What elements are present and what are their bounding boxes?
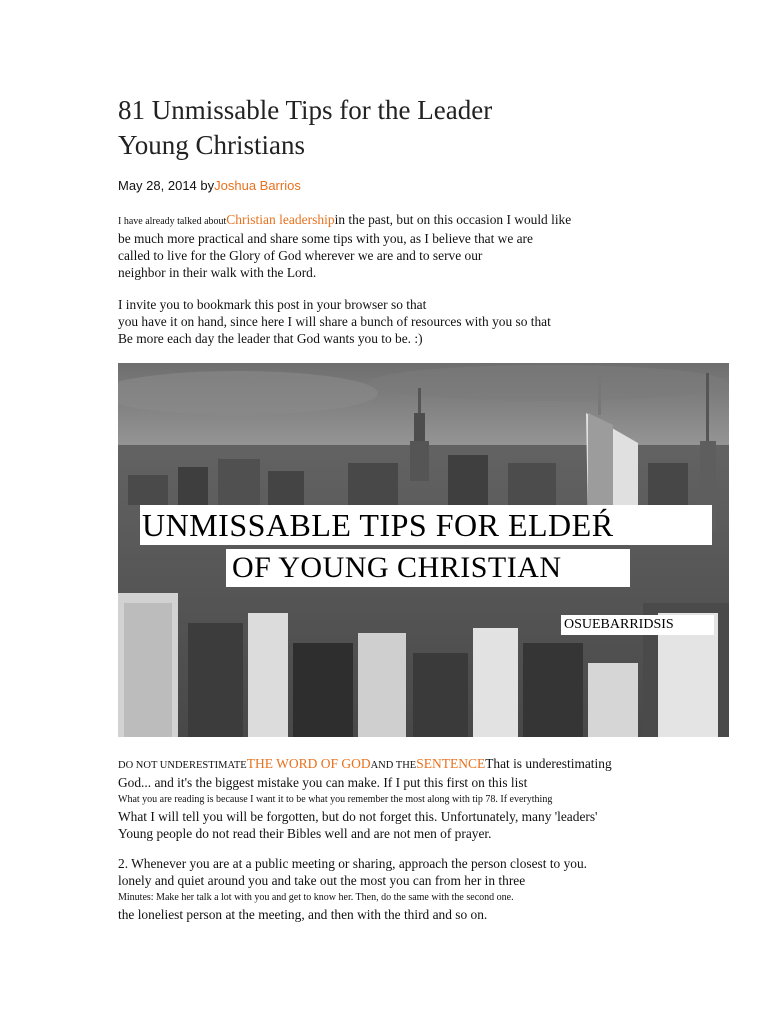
intro-line-1: [118, 211, 571, 230]
tip-1-line-2: God... and it's the biggest mistake you can make. If I put this first on this list: [118, 775, 528, 790]
tip-2-line-1: 2. Whenever you are at a public meeting or sharing, approach the person closest to you.: [118, 856, 588, 871]
title-line-1: 81 Unmissable Tips for the Leader: [118, 95, 493, 125]
post-date: May 28, 2014 by: [118, 178, 215, 193]
invite-line-1: I invite you to bookmark this post in your browser so that: [118, 297, 427, 312]
tip-2-line-2: lonely and quiet around you and take out the most you can from her in three: [118, 873, 526, 888]
word-of-god-highlight: THE WORD OF GOD: [246, 756, 371, 771]
invite-line-3: Be more each day the leader that God wants you to be. :): [118, 331, 423, 346]
tip-1-line-1-rest: That is underestimating: [485, 756, 612, 771]
invite-line-2: you have it on hand, since here I will share a bunch of resources with you so that: [118, 314, 551, 329]
tip-1-line-5: Young people do not read their Bibles well and are not men of prayer.: [118, 826, 492, 841]
tip-1-lead: DO NOT UNDERESTIMATE: [118, 760, 247, 771]
intro-line-1-rest: in the past, but on this occasion I would like: [334, 212, 572, 227]
hero-image: [118, 363, 729, 737]
tip-1-line-1: [118, 755, 612, 774]
tip-1-line-3: What you are reading is because I want it to be what you remember the most along with tip 78. If everything: [118, 794, 553, 805]
post-meta: [118, 177, 301, 195]
christian-leadership-link[interactable]: Christian leadership: [226, 212, 335, 227]
tip-1-and-the: AND THE: [370, 760, 417, 771]
intro-line-3: called to live for the Glory of God wherever we are and to serve our: [118, 248, 483, 263]
tip-1-paragraph: [118, 755, 612, 842]
title-line-2: Young Christians: [118, 130, 306, 160]
hero-banner-line-2: OF YOUNG CHRISTIAN: [226, 549, 630, 587]
tip-2-line-3: Minutes: Make her talk a lot with you and get to know her. Then, do the same with the second one.: [118, 892, 514, 903]
hero-banner-line-1: UNMISSABLE TIPS FOR ELDEŔ: [140, 505, 712, 545]
hero-signature: OSUEBARRIDSIS: [561, 615, 714, 635]
tip-1-line-4: What I will tell you will be forgotten, but do not forget this. Unfortunately, many 'leaders': [118, 809, 598, 824]
intro-line-2: be much more practical and share some tips with you, as I believe that we are: [118, 231, 533, 246]
intro-lead-text: I have already talked about: [118, 216, 227, 227]
article-title: [118, 93, 678, 163]
intro-paragraph: [118, 211, 571, 281]
author-link[interactable]: Joshua Barrios: [214, 178, 301, 193]
invite-paragraph: [118, 296, 551, 347]
tip-2-line-4: the loneliest person at the meeting, and then with the third and so on.: [118, 907, 488, 922]
intro-line-4: neighbor in their walk with the Lord.: [118, 265, 317, 280]
sentence-highlight: SENTENCE: [416, 756, 486, 771]
tip-2-paragraph: [118, 855, 587, 923]
